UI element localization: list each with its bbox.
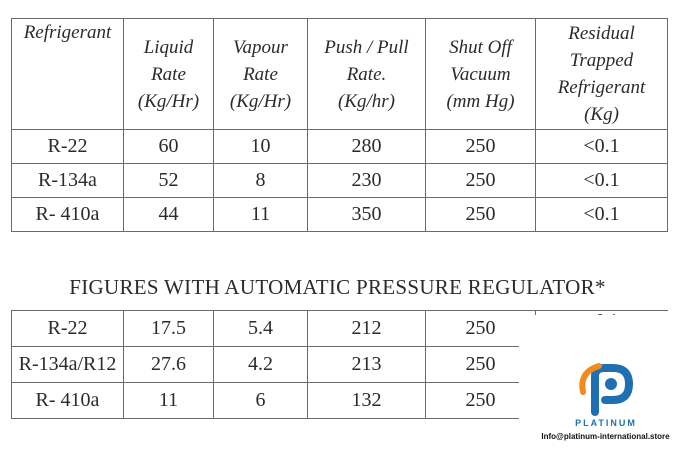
column-header-line: Vacuum — [450, 63, 511, 85]
table-row — [12, 130, 668, 164]
column-header — [124, 19, 214, 130]
column-header — [214, 19, 308, 130]
column-header — [12, 19, 124, 130]
table-cell: 8 — [214, 164, 308, 198]
table-cell: 132 — [308, 383, 426, 419]
table-cell: 10 — [214, 130, 308, 164]
table-cell: 11 — [124, 383, 214, 419]
column-header — [308, 19, 426, 130]
column-header-line: Rate — [243, 63, 278, 85]
table-cell: 4.2 — [214, 347, 308, 383]
rates-body — [12, 130, 668, 232]
table-cell: 250 — [426, 130, 536, 164]
table-cell: 17.5 — [124, 311, 214, 347]
column-header-line: Shut Off — [449, 36, 512, 58]
column-header-line: (Kg/hr) — [338, 90, 395, 112]
brand-name: PLATINUM — [575, 418, 637, 428]
table-cell: 350 — [308, 198, 426, 232]
rates-table — [11, 18, 668, 232]
table-cell: 212 — [308, 311, 426, 347]
column-header — [536, 19, 668, 130]
column-header — [426, 19, 536, 130]
table-cell: R-22 — [12, 311, 124, 347]
column-header-line: Liquid — [143, 36, 194, 58]
table-cell: R-134a — [12, 164, 124, 198]
table-row — [12, 164, 668, 198]
column-header-line: Rate. — [346, 63, 387, 85]
subtitle: FIGURES WITH AUTOMATIC PRESSURE REGULATOR* — [69, 275, 606, 299]
column-header-line: Vapour — [233, 36, 288, 58]
table-cell: 250 — [426, 383, 536, 419]
column-header-line: (Kg/Hr) — [137, 90, 200, 112]
header-row — [12, 19, 668, 130]
column-header-line: Push / Pull — [324, 36, 409, 58]
column-header-line: (mm Hg) — [446, 90, 515, 112]
table-cell: 27.6 — [124, 347, 214, 383]
table-cell: 250 — [426, 347, 536, 383]
table-cell: R-22 — [12, 130, 124, 164]
table-cell: <0.1 — [536, 130, 668, 164]
table-cell: 250 — [426, 164, 536, 198]
table-cell: 213 — [308, 347, 426, 383]
table-cell: 44 — [124, 198, 214, 232]
column-header-line: Refrigerant — [23, 22, 112, 43]
table-cell: 52 — [124, 164, 214, 198]
table-cell: 250 — [426, 198, 536, 232]
platinum-logo-icon — [575, 362, 637, 418]
column-header-line: Refrigerant — [557, 77, 646, 98]
table-cell: <0.1 — [536, 164, 668, 198]
table-cell: R-134a/R12 — [12, 347, 124, 383]
table-cell: R- 410a — [12, 383, 124, 419]
table-row — [12, 198, 668, 232]
table-cell: <0.1 — [536, 198, 668, 232]
table-cell: 6 — [214, 383, 308, 419]
table-cell: 280 — [308, 130, 426, 164]
table-cell: 230 — [308, 164, 426, 198]
table-cell: R- 410a — [12, 198, 124, 232]
table-cell: 250 — [426, 311, 536, 347]
table-cell: 11 — [214, 198, 308, 232]
column-header-line: (Kg/Hr) — [229, 90, 292, 112]
contact-email: Info@platinum-international.store — [541, 432, 670, 441]
table-cell: 5.4 — [214, 311, 308, 347]
table-cell: 60 — [124, 130, 214, 164]
column-header-line: Residual Trapped — [568, 23, 635, 71]
column-header-line: Rate — [151, 63, 186, 85]
column-header-line: (Kg) — [584, 104, 619, 125]
